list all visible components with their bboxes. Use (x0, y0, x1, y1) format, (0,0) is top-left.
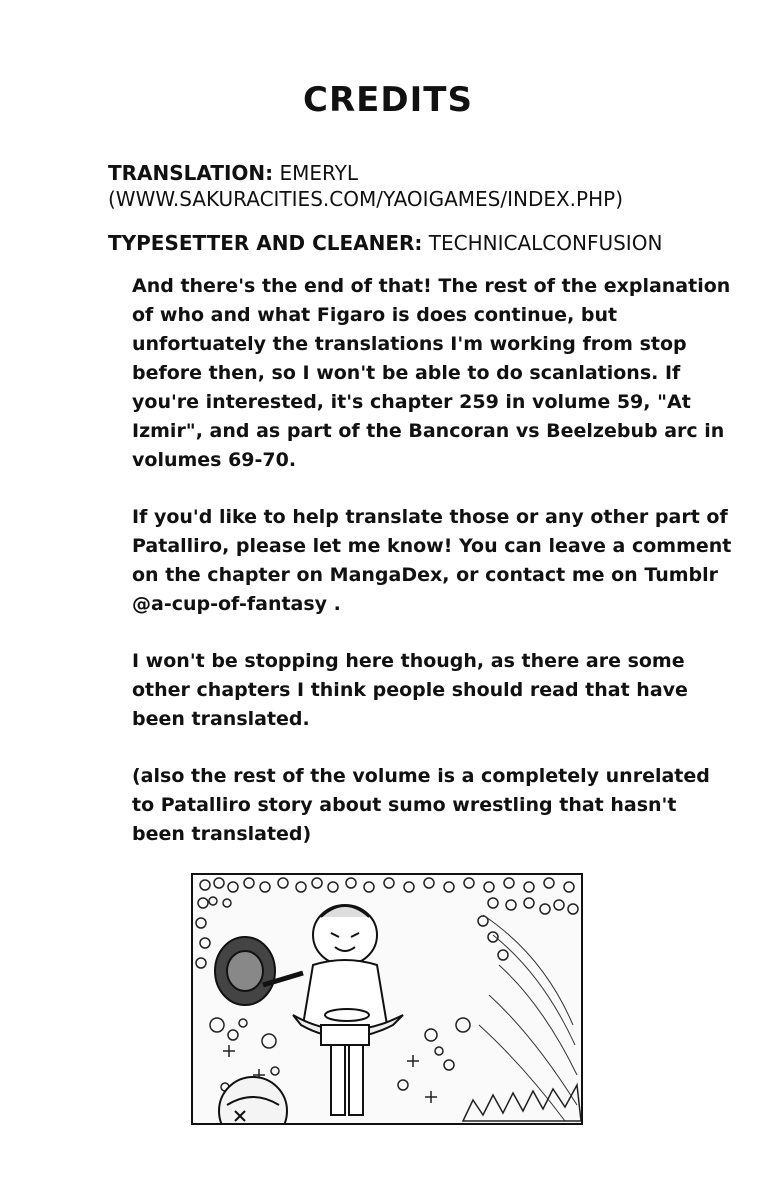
note-paragraph-4: (also the rest of the volume is a completely unrelated to Patalliro story about sumo wrestling that hasn't been translated) (132, 765, 710, 845)
character-with-hammer-illustration (193, 875, 581, 1123)
translator-url: (WWW.SAKURACITIES.COM/YAOIGAMES/INDEX.PHP) (108, 187, 623, 211)
notes-text (132, 272, 732, 877)
credits-list (108, 160, 728, 256)
page-title: CREDITS (303, 80, 473, 120)
translation-credit (108, 160, 728, 212)
translator-name: EMERYL (279, 161, 359, 185)
typesetting-credit (108, 230, 728, 256)
manga-panel-illustration (191, 873, 583, 1125)
typesetter-name: TECHNICALCONFUSION (428, 231, 663, 255)
translation-label: TRANSLATION: (108, 161, 274, 185)
note-paragraph-1: And there's the end of that! The rest of the explanation of who and what Figaro is does continue, but unfortuately the translations I'm working from stop before then, so I won't be able to do scanlations. If you're interested, it's chapter 259 in volume 59, "At Izmir", and as part of the Bancoran vs Beelzebub arc in volumes 69-70. (132, 275, 731, 471)
typesetting-label: TYPESETTER AND CLEANER: (108, 231, 423, 255)
note-paragraph-2: If you'd like to help translate those or any other part of Patalliro, please let me know! You can leave a comment on the chapter on MangaDex, or contact me on Tumblr @a-cup-of-fantasy . (132, 506, 732, 615)
note-paragraph-3: I won't be stopping here though, as there are some other chapters I think people should read that have been translated. (132, 650, 688, 730)
